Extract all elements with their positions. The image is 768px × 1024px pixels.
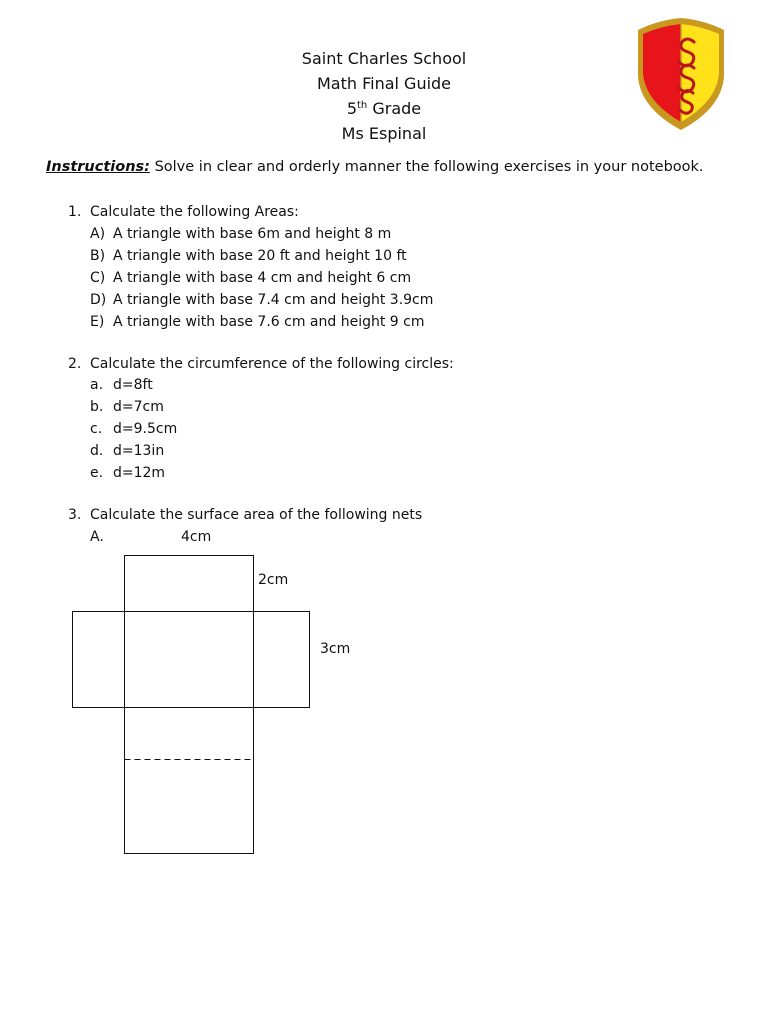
item-text: d=8ft [113, 377, 153, 393]
net-face-bottom-back [125, 708, 254, 854]
net-face-left [73, 612, 125, 708]
question-3-prompt: Calculate the surface area of the following nets [90, 507, 423, 523]
net-face-front [125, 612, 254, 708]
instructions-label: Instructions: [46, 159, 150, 175]
item-marker: d. [90, 443, 104, 459]
part-a-label: A. [90, 529, 104, 545]
item-text: A triangle with base 6m and height 8 m [113, 226, 392, 242]
question-2-prompt: Calculate the circumference of the following circles: [90, 356, 454, 372]
item-text: d=9.5cm [113, 421, 178, 437]
net-face-right [254, 612, 310, 708]
question-3-number: 3. [68, 507, 82, 523]
item-marker: E) [90, 314, 105, 330]
dimension-width-label: 3cm [320, 641, 351, 657]
item-marker: B) [90, 248, 106, 264]
item-text: A triangle with base 4 cm and height 6 cm [113, 270, 412, 286]
grade-number: 5 [346, 99, 358, 118]
item-text: d=12m [113, 465, 166, 481]
item-text: d=7cm [113, 399, 164, 415]
net-face-top [125, 556, 254, 612]
guide-title: Math Final Guide [316, 74, 452, 93]
item-marker: b. [90, 399, 104, 415]
question-1-number: 1. [68, 204, 82, 220]
dimension-height-label: 2cm [258, 572, 289, 588]
question-2-number: 2. [68, 356, 82, 372]
grade-suffix: th [357, 100, 368, 111]
item-marker: C) [90, 270, 106, 286]
item-marker: e. [90, 465, 104, 481]
instructions-text: Solve in clear and orderly manner the following exercises in your notebook. [149, 159, 704, 175]
item-marker: a. [90, 377, 104, 393]
item-marker: A) [90, 226, 106, 242]
item-text: d=13in [113, 443, 165, 459]
grade-word: Grade [367, 99, 422, 118]
item-text: A triangle with base 7.4 cm and height 3.9cm [113, 292, 434, 308]
dimension-length-label: 4cm [181, 529, 212, 545]
item-text: A triangle with base 7.6 cm and height 9 cm [113, 314, 425, 330]
item-marker: D) [90, 292, 107, 308]
item-text: A triangle with base 20 ft and height 10 ft [113, 248, 407, 264]
teacher-name: Ms Espinal [341, 124, 427, 143]
school-name: Saint Charles School [301, 49, 467, 68]
item-marker: c. [90, 421, 103, 437]
question-1-prompt: Calculate the following Areas: [90, 204, 299, 220]
